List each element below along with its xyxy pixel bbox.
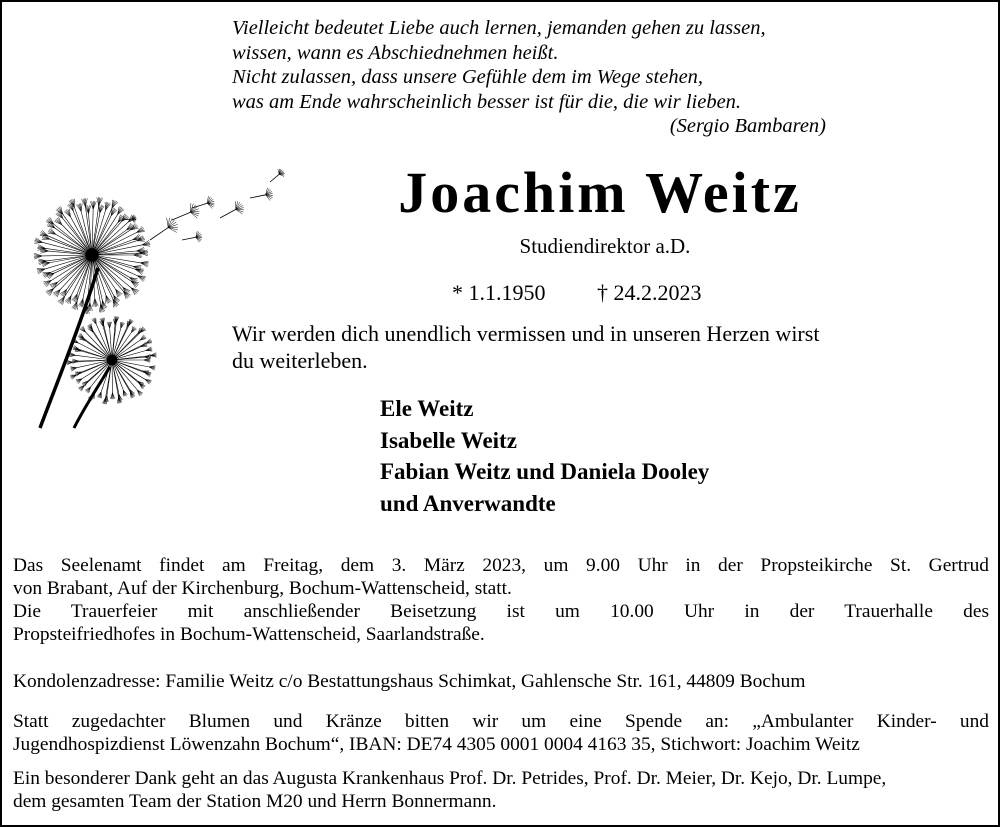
family-list [380,393,940,519]
birth-date: * 1.1.1950 [452,280,546,305]
family-member: Ele Weitz [380,396,474,421]
thanks-notice [13,767,989,813]
condolence-line: Kondolenzadresse: Familie Weitz c/o Bestattungshaus Schimkat, Gahlensche Str. 161, 44809 Bochum [13,671,806,692]
poem-line: wissen, wann es Abschiednehmen heißt. [232,41,559,64]
service-line: Das Seelenamt findet am Freitag, dem 3. März 2023, um 9.00 Uhr in der Propsteikirche St. Gertrud [13,555,989,576]
donation-line: Statt zugedachter Blumen und Kränze bitten wir um eine Spende an: „Ambulanter Kinder- und [13,711,989,732]
burial-line: Die Trauerfeier mit anschließender Beisetzung ist um 10.00 Uhr in der Trauerhalle des [13,601,989,622]
tribute-text [232,320,932,374]
poem-line: Vielleicht bedeutet Liebe auch lernen, jemanden gehen zu lassen, [232,17,766,39]
deceased-title: Studiendirektor a.D. [519,234,691,258]
death-date: † 24.2.2023 [597,280,702,305]
poem-author: (Sergio Bambaren) [669,115,826,137]
thanks-line: Ein besonderer Dank geht an das Augusta Krankenhaus Prof. Dr. Petrides, Prof. Dr. Meier, Dr. Kejo, Dr. Lumpe, [13,768,887,789]
burial-line: Propsteifriedhofes in Bochum-Wattenscheid, Saarlandstraße. [13,624,485,645]
family-member: und Anverwandte [380,490,556,516]
thanks-line: dem gesamten Team der Station M20 und Herrn Bonnermann. [13,791,497,812]
poem [232,16,832,139]
life-dates [452,279,852,307]
condolence-address [13,670,989,693]
donation-line: Jugendhospizdienst Löwenzahn Bochum“, IBAN: DE74 4305 0001 0004 4163 35, Stichwort: Joachim Weitz [13,734,860,755]
service-line: von Brabant, Auf der Kirchenburg, Bochum-Wattenscheid, statt. [13,578,512,599]
family-member: Fabian Weitz und Daniela Dooley [380,459,710,484]
service-notice [13,554,989,646]
poem-line: was am Ende wahrscheinlich besser ist für die, die wir lieben. [232,90,742,113]
tribute-line: Wir werden dich unendlich vermissen und in unseren Herzen wirst [232,321,820,346]
deceased-name: Joachim Weitz [398,160,802,225]
family-member: Isabelle Weitz [380,427,517,453]
dandelion-icon [22,160,292,435]
donation-notice [13,710,989,756]
poem-line: Nicht zulassen, dass unsere Gefühle dem im Wege stehen, [232,66,704,88]
tribute-line: du weiterleben. [232,348,368,373]
